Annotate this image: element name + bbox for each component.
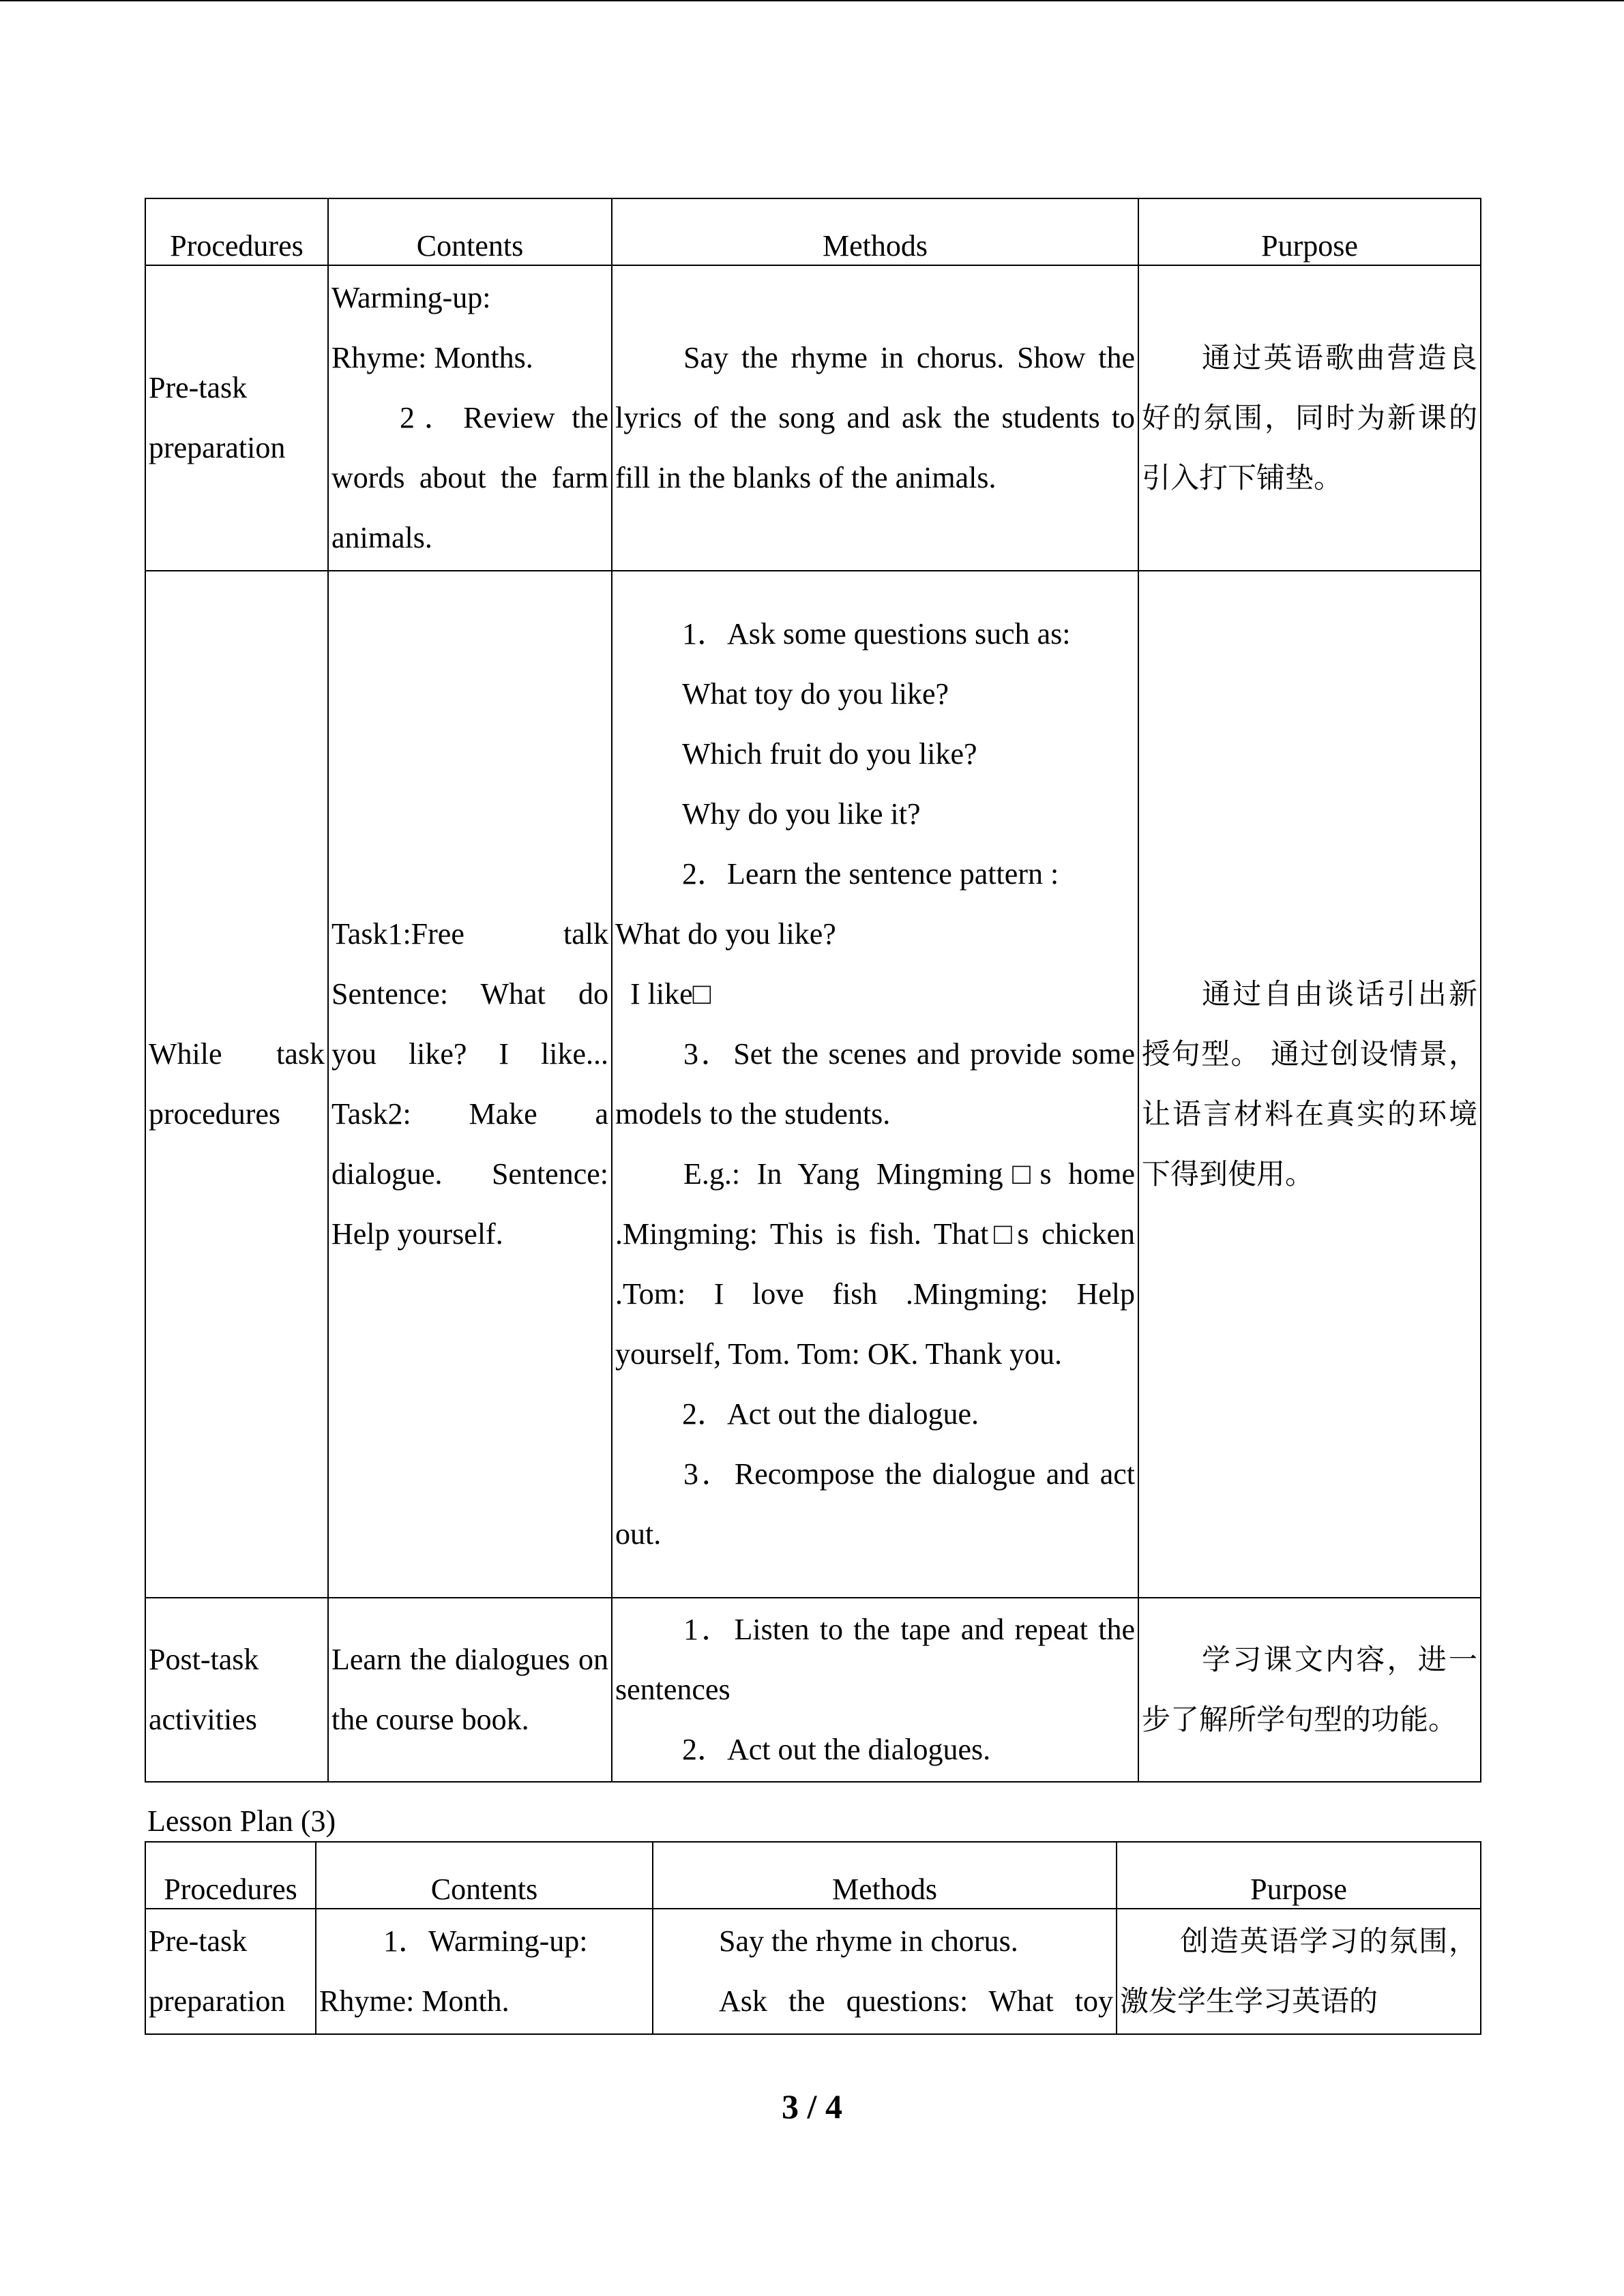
purpose-cell: 创造英语学习的氛围，激发学生学习英语的 [1117, 1909, 1481, 2034]
contents-cell: Task1:Free talk Sentence: What do you like? I like... Task2: Make a dialogue. Sentence: Help yourself. [328, 571, 612, 1598]
header-purpose: Purpose [1138, 198, 1481, 265]
table-row [145, 265, 1481, 571]
purpose-cell: 通过英语歌曲营造良好的氛围，同时为新课的引入打下铺垫。 [1138, 265, 1481, 571]
methods-cell: Say the rhyme in chorus. Ask the questions: What toy [653, 1909, 1117, 2034]
procedure-cell: Post-task activities [145, 1598, 328, 1782]
table-caption: Lesson Plan (3) [147, 1804, 336, 1838]
table-row [145, 1598, 1481, 1782]
methods-cell: 1．Ask some questions such as: What toy do you like? Which fruit do you like? Why do you like it? 2．Learn the sentence pattern : What do you like? I like□ 3．Set the scenes and provide some models to the students. E.g.: In Yang Mingming□s home .Mingming: This is fish. That□s chicken .Tom: I love fish .Mingming: Help yourself, Tom. Tom: OK. Thank you. 2．Act out the dialogue. 3．Recompose the dialogue and act out. [612, 571, 1138, 1598]
contents-cell: Warming-up: Rhyme: Months. 2．Review the words about the farm animals. [328, 265, 612, 571]
table-row [145, 1909, 1481, 2034]
table-row [145, 571, 1481, 1598]
header-purpose: Purpose [1117, 1842, 1481, 1909]
procedure-cell: While task procedures [145, 571, 328, 1598]
procedure-cell: Pre-task preparation [145, 1909, 316, 2034]
purpose-cell: 学习课文内容，进一步了解所学句型的功能。 [1138, 1598, 1481, 1782]
table-header-row [145, 1842, 1481, 1909]
header-methods: Methods [653, 1842, 1117, 1909]
procedure-cell: Pre-task preparation [145, 265, 328, 571]
header-procedures: Procedures [145, 1842, 316, 1909]
methods-cell: 1．Listen to the tape and repeat the sentences 2．Act out the dialogues. [612, 1598, 1138, 1782]
header-contents: Contents [316, 1842, 653, 1909]
header-procedures: Procedures [145, 198, 328, 265]
contents-cell: 1．Warming-up: Rhyme: Month. [316, 1909, 653, 2034]
purpose-cell: 通过自由谈话引出新授句型。 通过创设情景，让语言材料在真实的环境下得到使用。 [1138, 571, 1481, 1598]
methods-cell: Say the rhyme in chorus. Show the lyrics of the song and ask the students to fill in the blanks of the animals. [612, 265, 1138, 571]
header-methods: Methods [612, 198, 1138, 265]
table-header-row [145, 198, 1481, 265]
lesson-plan-table [145, 198, 1481, 1783]
page-number: 3 / 4 [782, 2087, 842, 2126]
lesson-plan-3-table [145, 1841, 1481, 2035]
header-contents: Contents [328, 198, 612, 265]
contents-cell: Learn the dialogues on the course book. [328, 1598, 612, 1782]
